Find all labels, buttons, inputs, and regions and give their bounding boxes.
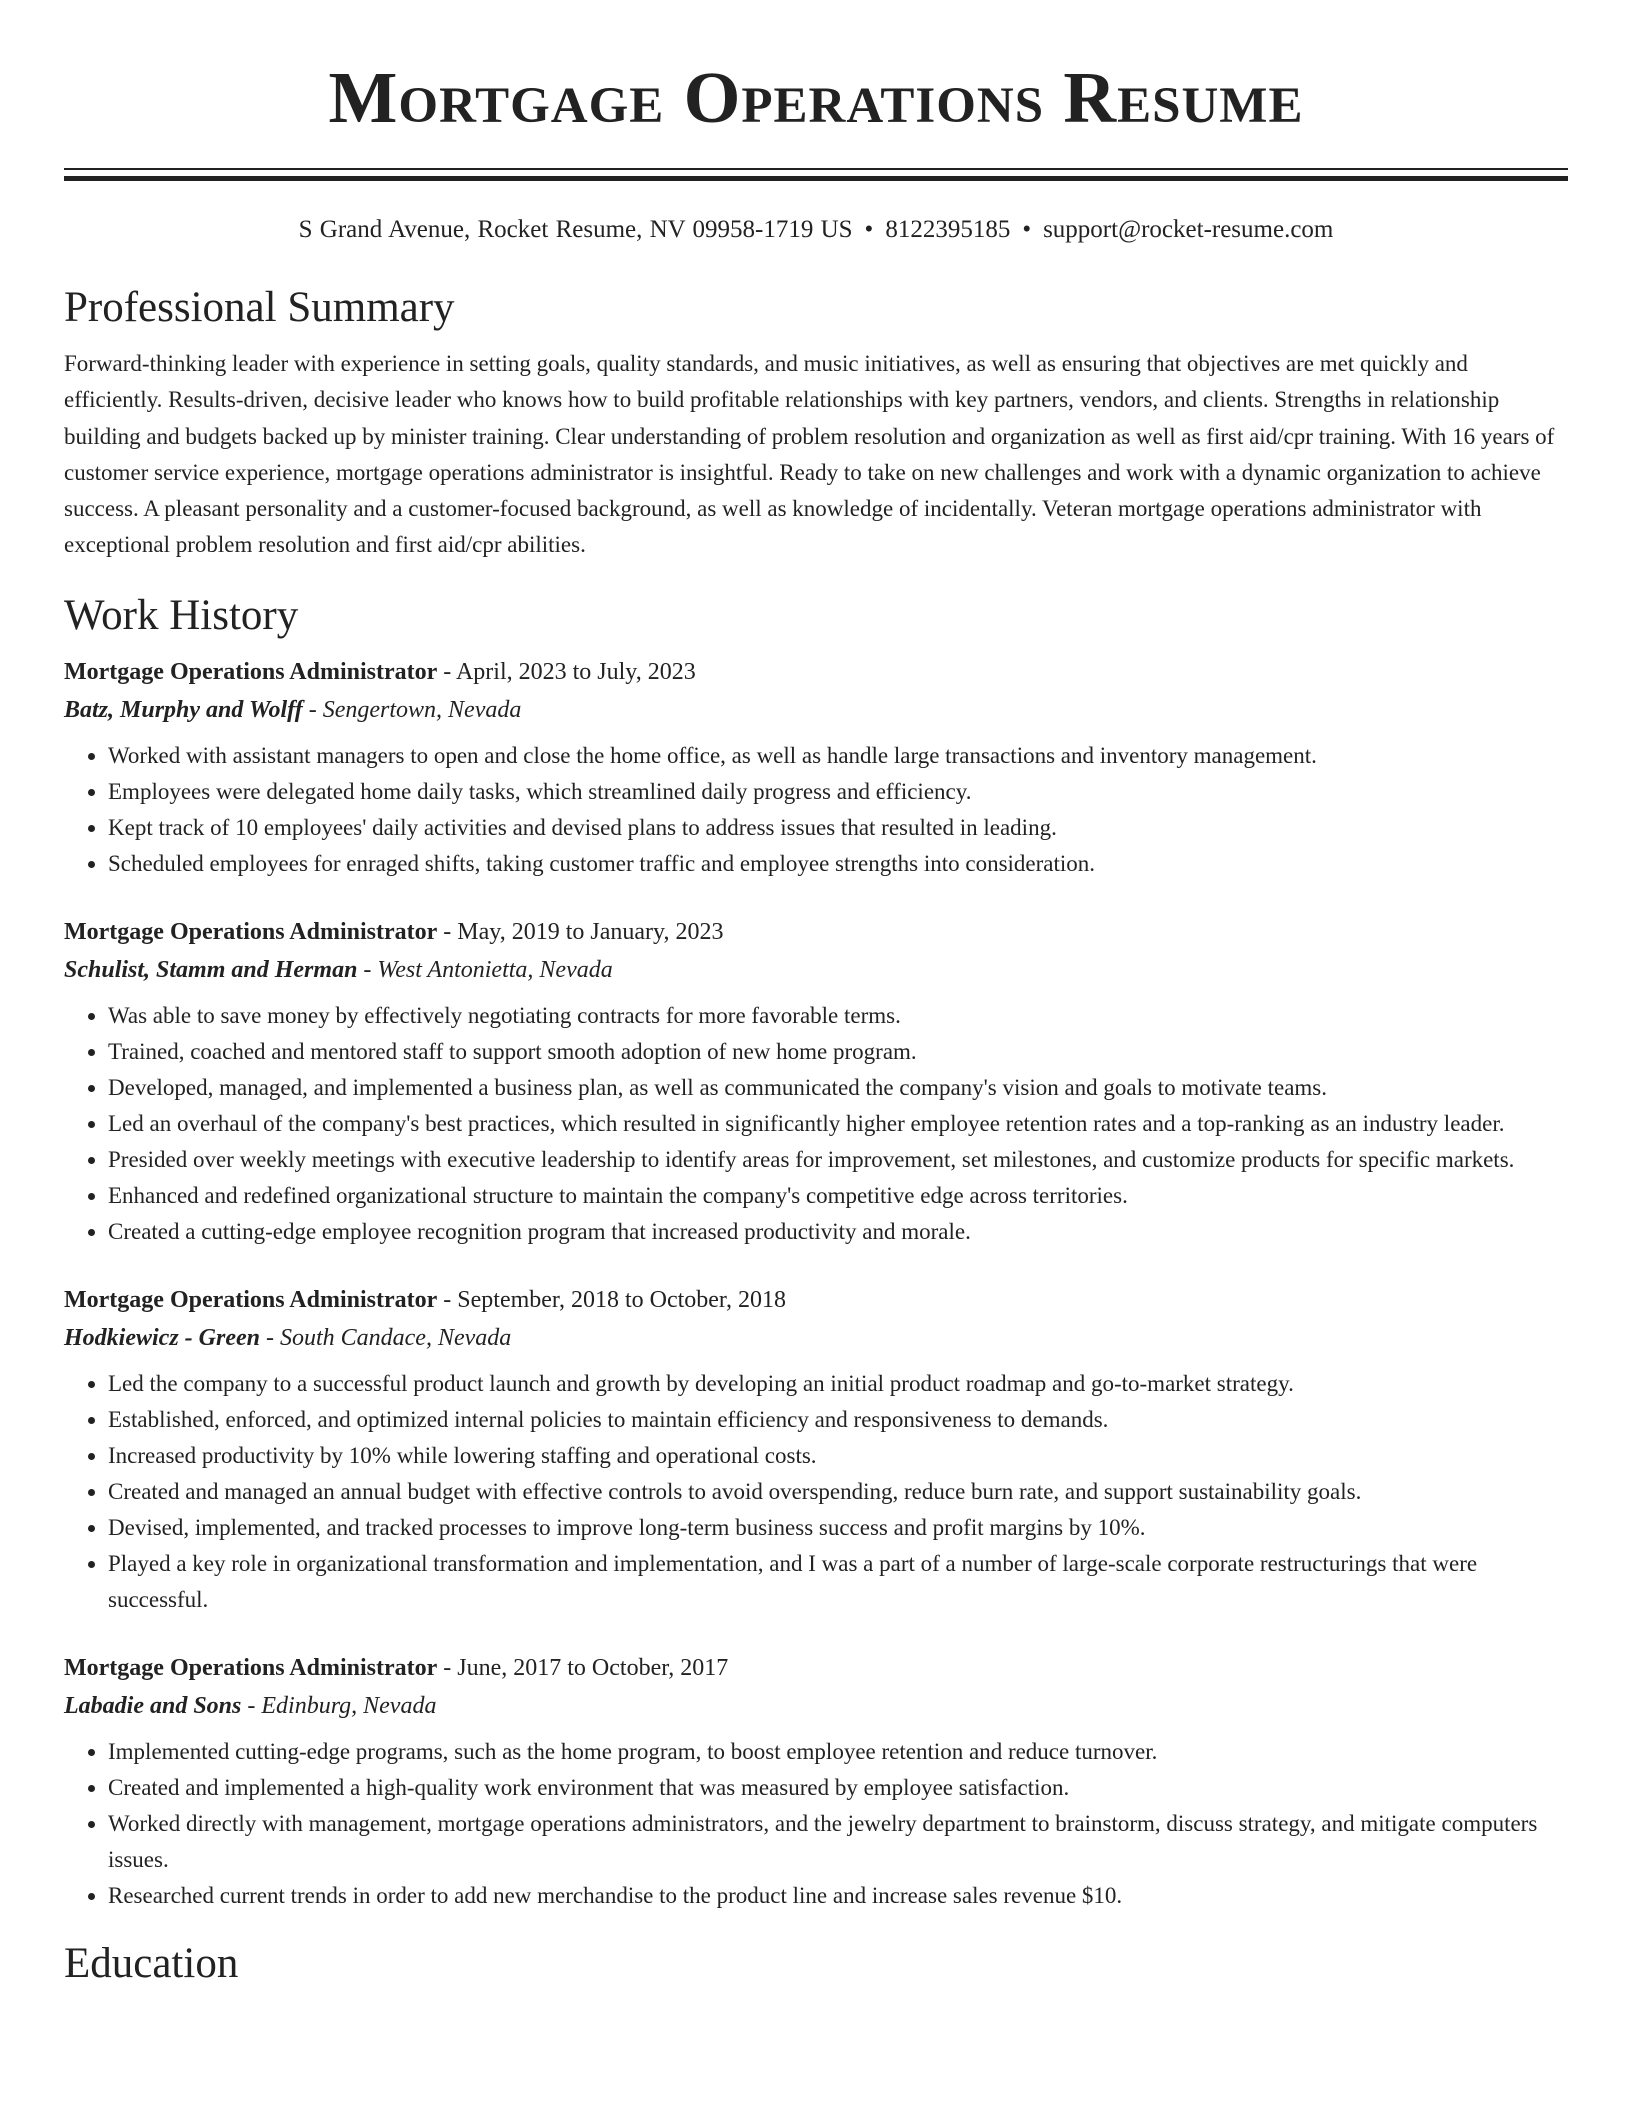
work-history-section xyxy=(64,590,1568,1914)
title-rule-thin xyxy=(64,168,1568,170)
job-entry xyxy=(64,1652,1568,1914)
contact-separator: • xyxy=(1022,216,1032,243)
job-location: - West Antonietta, Nevada xyxy=(357,956,613,983)
job-bullet: • Enhanced and redefined organizational structure to maintain the company's competitive edge across territories. xyxy=(108,1178,1568,1214)
professional-summary-section xyxy=(64,282,1568,564)
resume-content xyxy=(64,0,1568,1990)
job-bullet: • Led the company to a successful product launch and growth by developing an initial product roadmap and go-to-market strategy. xyxy=(108,1366,1568,1402)
employer-name: Batz, Murphy and Wolff xyxy=(64,696,303,723)
job-title-line xyxy=(64,656,1568,688)
education-section xyxy=(64,1938,1568,1990)
job-title: Mortgage Operations Administrator xyxy=(64,1654,438,1681)
job-bullet: • Played a key role in organizational transformation and implementation, and I was a part of a number of large-scale corporate restructurings that were successful. xyxy=(108,1546,1568,1618)
job-title: Mortgage Operations Administrator xyxy=(64,918,438,945)
section-heading-work: Work History xyxy=(64,591,299,639)
job-entry xyxy=(64,1284,1568,1618)
employer-name: Schulist, Stamm and Herman xyxy=(64,956,358,983)
job-bullet: • Established, enforced, and optimized internal policies to maintain efficiency and responsiveness to demands. xyxy=(108,1402,1568,1438)
job-bullet: • Created and implemented a high-quality work environment that was measured by employee satisfaction. xyxy=(108,1770,1568,1806)
job-title-line xyxy=(64,1652,1568,1684)
job-bullet-list xyxy=(64,998,1568,1250)
job-bullet: • Researched current trends in order to add new merchandise to the product line and increase sales revenue $10. xyxy=(108,1878,1568,1914)
job-dates: - April, 2023 to July, 2023 xyxy=(437,658,696,685)
job-title: Mortgage Operations Administrator xyxy=(64,658,438,685)
job-bullet-list xyxy=(64,1734,1568,1914)
job-dates: - May, 2019 to January, 2023 xyxy=(437,918,724,945)
job-entry xyxy=(64,916,1568,1250)
job-bullet: • Trained, coached and mentored staff to support smooth adoption of new home program. xyxy=(108,1034,1568,1070)
job-bullet: • Presided over weekly meetings with executive leadership to identify areas for improvement, set milestones, and customize products for specific markets. xyxy=(108,1142,1568,1178)
job-bullet: • Employees were delegated home daily tasks, which streamlined daily progress and efficiency. xyxy=(108,774,1568,810)
job-entry xyxy=(64,656,1568,882)
job-bullet: • Kept track of 10 employees' daily activities and devised plans to address issues that resulted in leading. xyxy=(108,810,1568,846)
section-heading-education: Education xyxy=(64,1939,239,1987)
job-title-line xyxy=(64,1284,1568,1316)
job-bullet-list xyxy=(64,1366,1568,1618)
job-bullet: • Increased productivity by 10% while lowering staffing and operational costs. xyxy=(108,1438,1568,1474)
contact-address: S Grand Avenue, Rocket Resume, NV 09958-1719 US xyxy=(298,216,853,243)
job-title-line xyxy=(64,916,1568,948)
job-list xyxy=(64,656,1568,1914)
job-bullet: • Worked with assistant managers to open and close the home office, as well as handle large transactions and inventory management. xyxy=(108,738,1568,774)
job-bullet: • Worked directly with management, mortgage operations administrators, and the jewelry department to brainstorm, discuss strategy, and mitigate computers issues. xyxy=(108,1806,1568,1878)
job-bullet: • Created and managed an annual budget with effective controls to avoid overspending, reduce burn rate, and support sustainability goals. xyxy=(108,1474,1568,1510)
job-bullet-list xyxy=(64,738,1568,882)
resume-title: Mortgage Operations Resume xyxy=(328,57,1304,138)
job-location: - South Candace, Nevada xyxy=(259,1324,512,1351)
contact-phone: 8122395185 xyxy=(885,216,1011,243)
employer-name: Labadie and Sons xyxy=(64,1692,242,1719)
contact-separator: • xyxy=(864,216,874,243)
contact-email: support@rocket-resume.com xyxy=(1043,216,1334,243)
contact-line xyxy=(64,214,1568,246)
employer-name: Hodkiewicz - Green xyxy=(64,1324,260,1351)
job-dates: - June, 2017 to October, 2017 xyxy=(437,1654,729,1681)
job-bullet: • Led an overhaul of the company's best practices, which resulted in significantly higher employee retention rates and a top-ranking as an industry leader. xyxy=(108,1106,1568,1142)
job-location: - Sengertown, Nevada xyxy=(302,696,522,723)
job-title: Mortgage Operations Administrator xyxy=(64,1286,438,1313)
job-bullet: • Devised, implemented, and tracked processes to improve long-term business success and profit margins by 10%. xyxy=(108,1510,1568,1546)
job-bullet: • Implemented cutting-edge programs, such as the home program, to boost employee retention and reduce turnover. xyxy=(108,1734,1568,1770)
job-bullet: • Developed, managed, and implemented a business plan, as well as communicated the company's vision and goals to motivate teams. xyxy=(108,1070,1568,1106)
job-location: - Edinburg, Nevada xyxy=(241,1692,437,1719)
employer-line xyxy=(64,954,1568,986)
employer-line xyxy=(64,694,1568,726)
job-bullet: • Created a cutting-edge employee recognition program that increased productivity and morale. xyxy=(108,1214,1568,1250)
job-bullet: • Scheduled employees for enraged shifts, taking customer traffic and employee strengths into consideration. xyxy=(108,846,1568,882)
job-dates: - September, 2018 to October, 2018 xyxy=(437,1286,786,1313)
job-bullet: • Was able to save money by effectively negotiating contracts for more favorable terms. xyxy=(108,998,1568,1034)
section-heading-summary: Professional Summary xyxy=(64,284,455,331)
summary-text: Forward-thinking leader with experience in setting goals, quality standards, and music initiatives, as well as ensuring that objectives are met quickly and efficiently. Results-driven, decisive leader who knows how to build profitable relationships with key partners, vendors, and clients. Strengths in relationship building and budgets backed up by minister training. Clear understanding of problem resolution and organization as well as first aid/cpr training. With 16 years of customer service experience, mortgage operations administrator is insightful. Ready to take on new challenges and work with a dynamic organization to achieve success. A pleasant personality and a customer-focused background, as well as knowledge of incidentally. Veteran mortgage operations administrator with exceptional problem resolution and first aid/cpr abilities. xyxy=(64,351,1555,558)
title-rule-thick xyxy=(64,176,1568,181)
employer-line xyxy=(64,1690,1568,1722)
employer-line xyxy=(64,1322,1568,1354)
